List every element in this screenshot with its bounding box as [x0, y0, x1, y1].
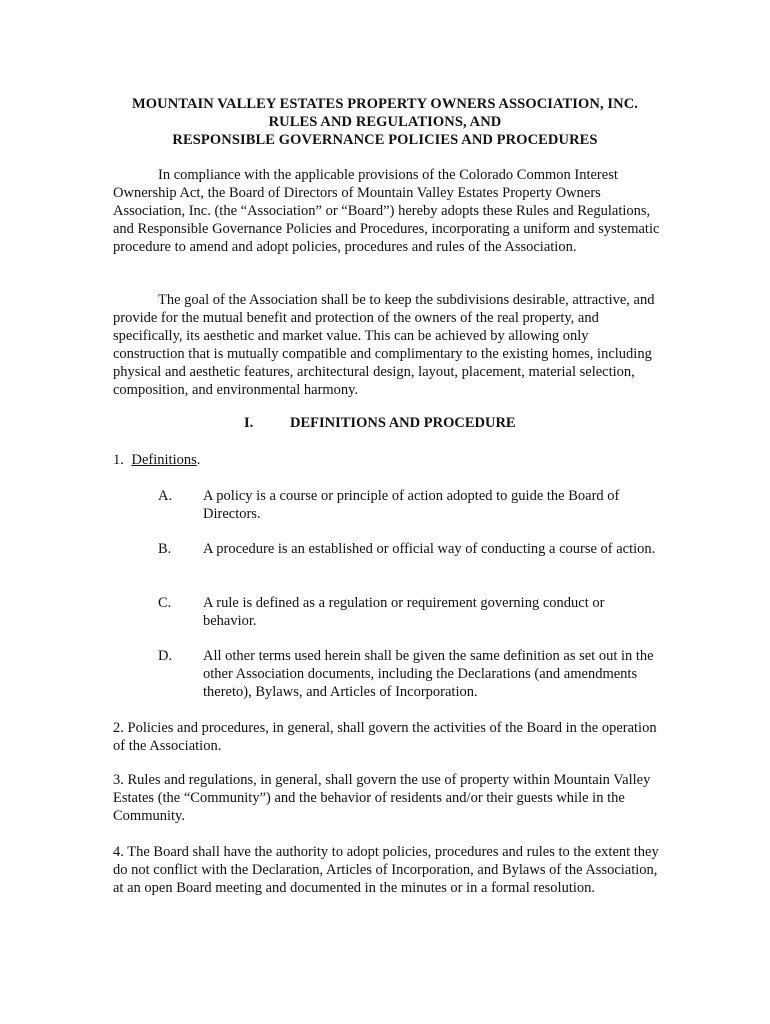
paragraph-3: 3. Rules and regulations, in general, shall govern the use of property within Mountain Valley Estates (the “Community”) and the behavior of residents and/or their guests while in the Community. [113, 772, 651, 824]
definition-text-c: A rule is defined as a regulation or requirement governing conduct or behavior. [203, 595, 605, 629]
definition-text-b: A procedure is an established or official way of conducting a course of action. [203, 541, 656, 557]
goal-paragraph: The goal of the Association shall be to keep the subdivisions desirable, attractive, and provide for the mutual benefit and protection of the owners of the real property, and specifically, its aesthetic and market value. This can be achieved by allowing only construction that is mutually compatible and complimentary to the existing homes, including physical and aesthetic features, architectural design, layout, placement, material selection, composition, and environmental harmony. [113, 292, 655, 398]
definition-letter-b: B. [158, 541, 172, 557]
definitions-suffix: . [196, 452, 201, 468]
section-heading: DEFINITIONS AND PROCEDURE [290, 415, 516, 431]
definition-text-d: All other terms used herein shall be given the same definition as set out in the other Association documents, including the Declarations (and amendments thereto), Bylaws, and Articles of Incorporation. [203, 648, 654, 700]
document-title-line-1: MOUNTAIN VALLEY ESTATES PROPERTY OWNERS ASSOCIATION, INC. [131, 96, 639, 112]
document-title-line-2: RULES AND REGULATIONS, AND [268, 114, 502, 130]
document-title-line-3: RESPONSIBLE GOVERNANCE POLICIES AND PROCEDURES [172, 132, 598, 148]
definition-text-a: A policy is a course or principle of action adopted to guide the Board of Directors. [203, 488, 620, 522]
definition-letter-a: A. [158, 488, 173, 504]
definitions-item [113, 451, 200, 469]
paragraph-2: 2. Policies and procedures, in general, shall govern the activities of the Board in the operation of the Association. [113, 720, 657, 754]
paragraph-4: 4. The Board shall have the authority to adopt policies, procedures and rules to the extent they do not conflict with the Declaration, Articles of Incorporation, and Bylaws of the Association, at an open Board meeting and documented in the minutes or in a formal resolution. [113, 844, 659, 896]
definitions-label: Definitions [131, 452, 197, 468]
intro-paragraph: In compliance with the applicable provisions of the Colorado Common Interest Ownership Act, the Board of Directors of Mountain Valley Estates Property Owners Association, Inc. (the “Association” or “Board”) hereby adopts these Rules and Regulations, and Responsible Governance Policies and Procedures, incorporating a uniform and systematic procedure to amend and adopt policies, procedures and rules of the Association. [113, 167, 660, 255]
definitions-number: 1. [113, 452, 124, 468]
definition-letter-d: D. [158, 648, 173, 664]
section-number: I. [244, 415, 254, 431]
definition-letter-c: C. [158, 595, 172, 611]
